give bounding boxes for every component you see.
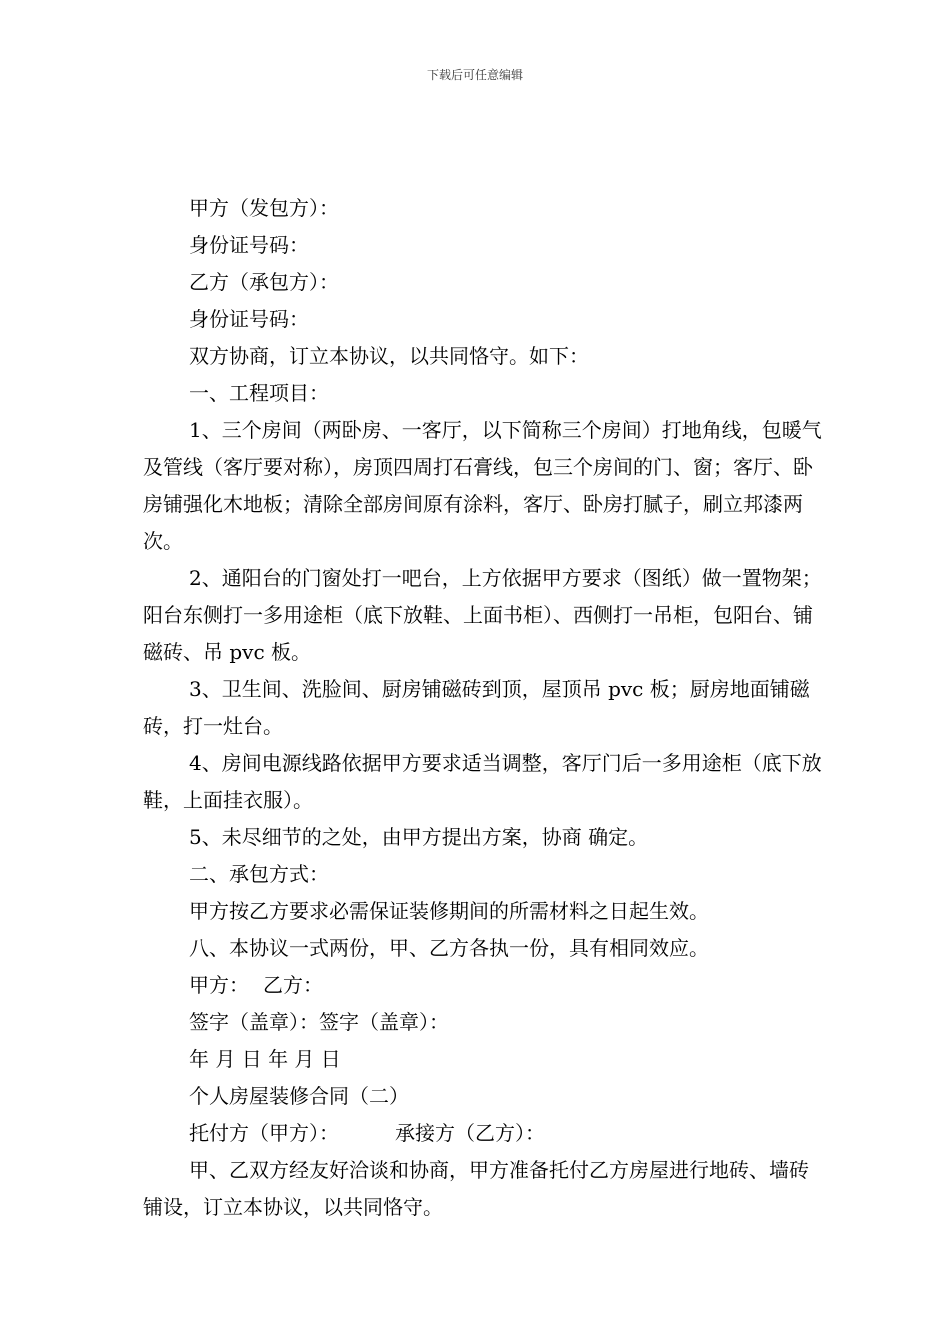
signature-label-b: 签字（盖章）： bbox=[319, 1010, 449, 1034]
document-body bbox=[143, 190, 823, 1226]
sign-party-b: 乙方： bbox=[263, 973, 323, 997]
contractor-label: 承接方（乙方）： bbox=[395, 1121, 545, 1145]
contract-2-parties-line bbox=[143, 1115, 823, 1152]
contract-2-intro: 甲、乙双方经友好洽谈和协商，甲方准备托付乙方房屋进行地砖、墙砖铺设，订立本协议，以共同恪守。 bbox=[143, 1158, 809, 1219]
sign-party-a: 甲方： bbox=[189, 973, 249, 997]
item-2-paragraph: 2、通阳台的门窗处打一吧台，上方依据甲方要求（图纸）做一置物架；阳台东侧打一多用途柜（底下放鞋、上面书柜）、西侧打一吊柜，包阳台、铺磁砖、吊 pvc 板。 bbox=[143, 566, 822, 664]
party-a-line: 甲方（发包方）： bbox=[189, 196, 339, 220]
item-1-paragraph: 1、三个房间（两卧房、一客厅，以下简称三个房间）打地角线，包暖气及管线（客厅要对称），房顶四周打石膏线，包三个房间的门、窗；客厅、卧房铺强化木地板；清除全部房间原有涂料，客厅、卧房打腻子，刷立邦漆两次。 bbox=[143, 418, 822, 553]
section-1-title: 一、工程项目： bbox=[189, 381, 329, 405]
section-8-paragraph: 八、本协议一式两份，甲、乙方各执一份，具有相同效应。 bbox=[189, 936, 709, 960]
client-label: 托付方（甲方）： bbox=[189, 1121, 339, 1145]
header-note: 下载后可任意编辑 bbox=[426, 68, 523, 82]
signature-line bbox=[143, 1004, 823, 1041]
section-2-paragraph: 甲方按乙方要求必需保证装修期间的所需材料之日起生效。 bbox=[189, 899, 709, 923]
item-4-paragraph: 4、房间电源线路依据甲方要求适当调整，客厅门后一多用途柜（底下放鞋，上面挂衣服）。 bbox=[143, 751, 822, 812]
id-a-line: 身份证号码： bbox=[189, 233, 309, 257]
signature-label-a: 签字（盖章）： bbox=[189, 1010, 319, 1034]
intro-paragraph: 双方协商，订立本协议，以共同恪守。如下： bbox=[189, 344, 589, 368]
item-3-paragraph: 3、卫生间、洗脸间、厨房铺磁砖到顶，屋顶吊 pvc 板；厨房地面铺磁砖，打一灶台。 bbox=[143, 677, 810, 738]
party-b-line: 乙方（承包方）： bbox=[189, 270, 339, 294]
date-line: 年 月 日 年 月 日 bbox=[189, 1047, 341, 1071]
sign-parties-line bbox=[143, 967, 823, 1004]
id-b-line: 身份证号码： bbox=[189, 307, 309, 331]
section-2-title: 二、承包方式： bbox=[189, 862, 329, 886]
item-5-paragraph: 5、未尽细节的之处，由甲方提出方案，协商 确定。 bbox=[189, 825, 649, 849]
contract-2-title: 个人房屋装修合同（二） bbox=[189, 1084, 409, 1108]
